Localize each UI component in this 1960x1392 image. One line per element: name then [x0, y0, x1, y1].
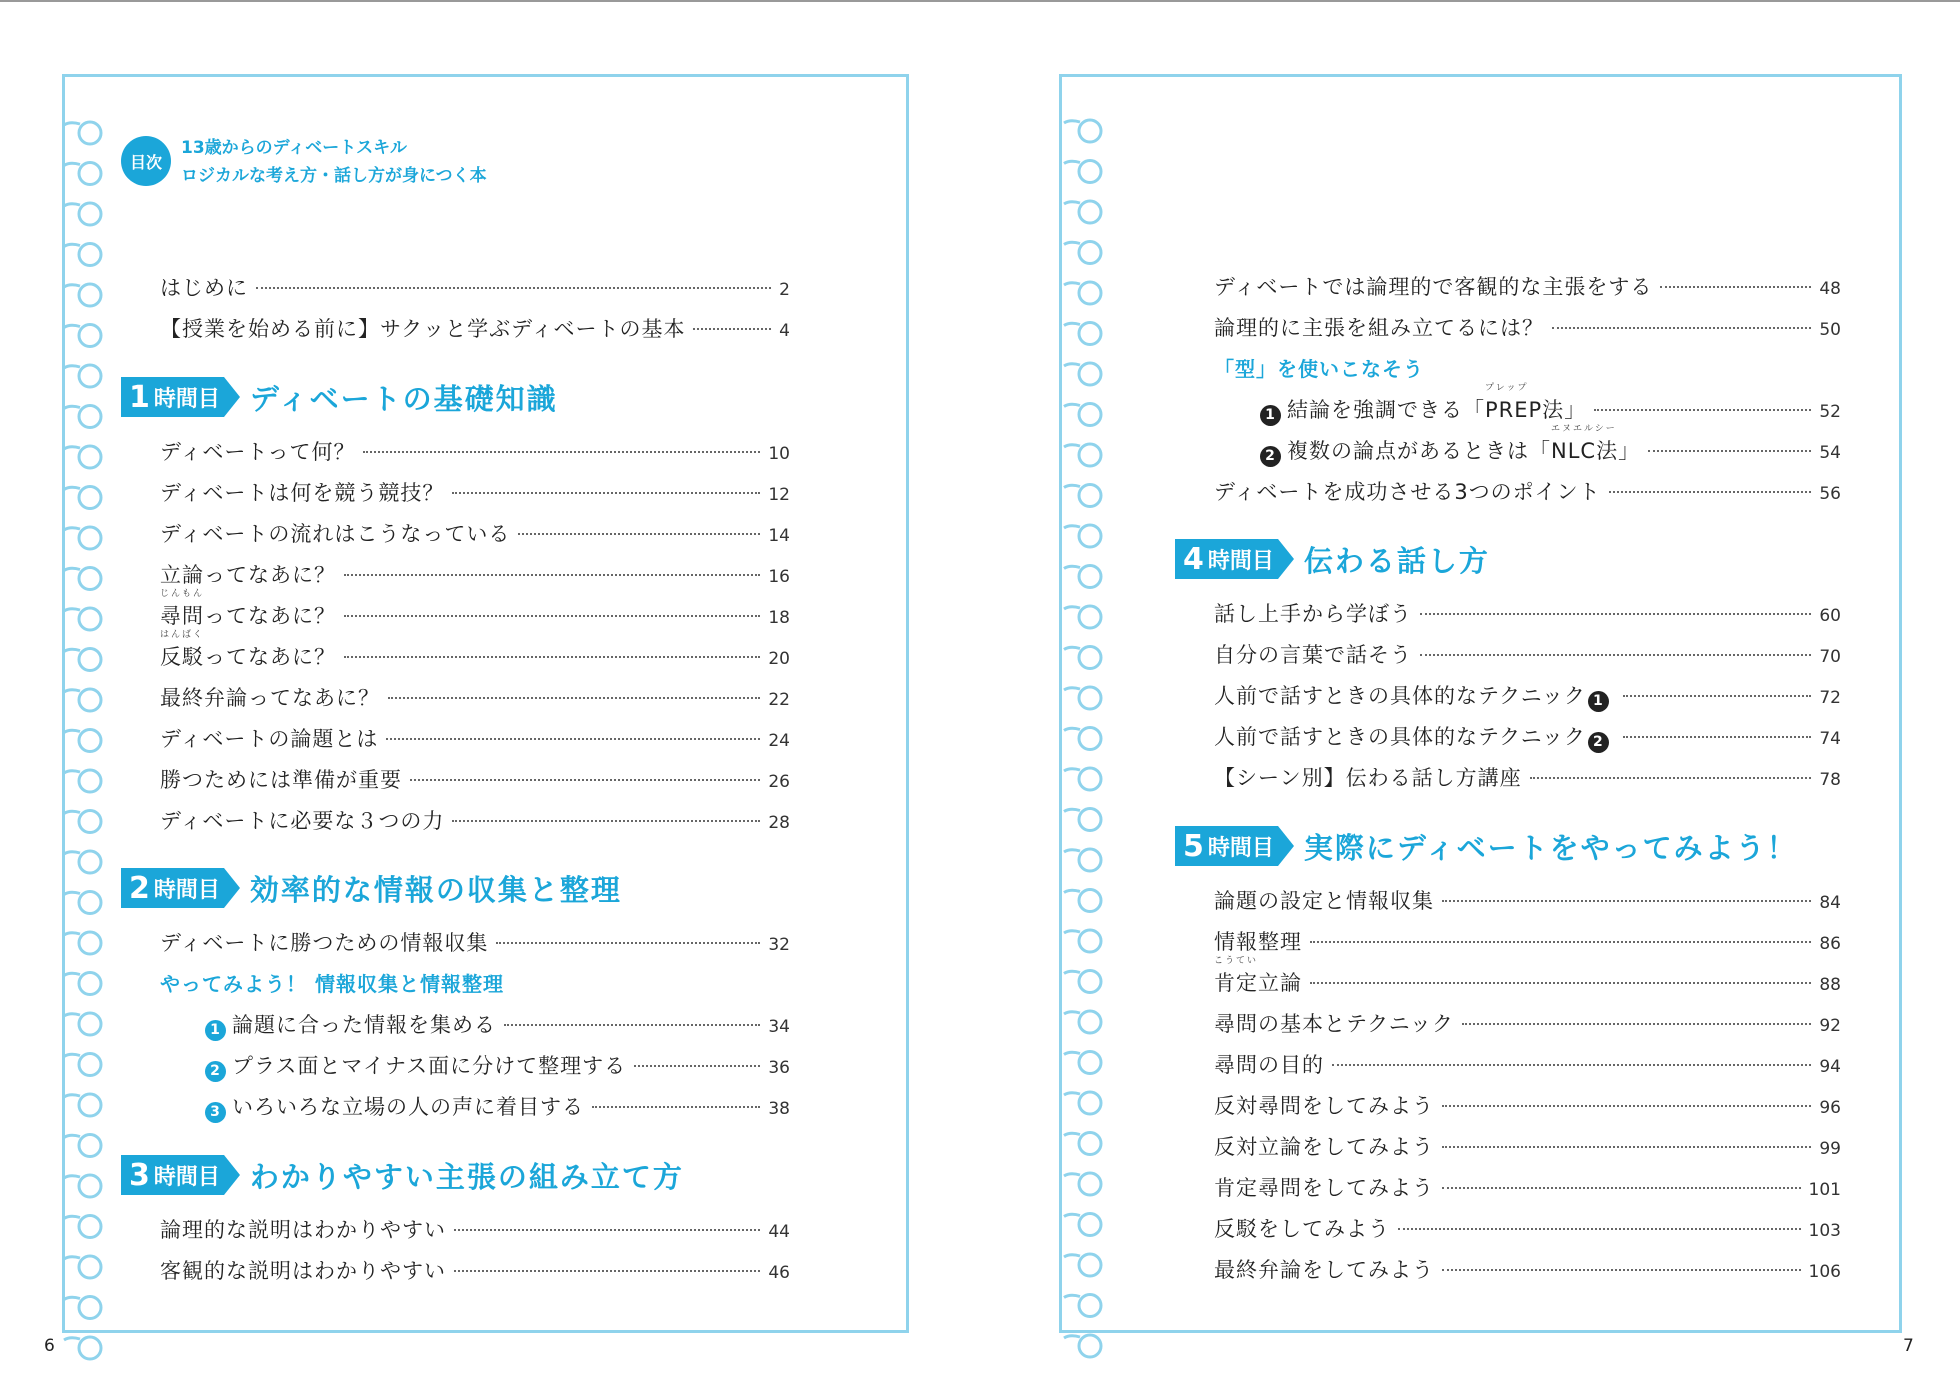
toc-entry[interactable]: 1 結論を強調できる「 プレップ PREP法 」 52	[1260, 394, 1841, 424]
binding-wire	[1064, 1336, 1080, 1338]
toc-entry[interactable]: 反駁をしてみよう 103	[1214, 1217, 1841, 1241]
page-number-left: 6	[44, 1336, 55, 1356]
toc-entry[interactable]: 最終弁論をしてみよう 106	[1214, 1258, 1841, 1282]
toc-entry[interactable]: ディベートの流れはこうなっている 14	[160, 522, 790, 546]
binding-wire	[64, 1338, 80, 1340]
toc-entry[interactable]: ディベートって何？ 10	[160, 440, 790, 464]
chapter-title: ディベートの基礎知識	[249, 381, 558, 416]
chapter-1-heading: 1 時間目 ディベートの基礎知識	[121, 377, 558, 417]
toc-entry[interactable]: 論理的な説明はわかりやすい 44	[160, 1218, 790, 1242]
toc-entry[interactable]: ディベートに必要な３つの力 28	[160, 809, 790, 833]
toc-entry[interactable]: ディベートでは論理的で客観的な主張をする 48	[1214, 275, 1841, 299]
toc-entry[interactable]: 肯定尋問をしてみよう 101	[1214, 1176, 1841, 1200]
toc-entry[interactable]: ディベートを成功させる3つのポイント 56	[1214, 480, 1841, 504]
toc-entry[interactable]: 2 プラス面とマイナス面に分けて整理する 36	[205, 1050, 790, 1080]
number-badge-icon: 1	[205, 1020, 226, 1041]
chapter-4-heading: 4 時間目 伝わる話し方	[1175, 539, 1490, 579]
toc-entry[interactable]: 反対立論をしてみよう 99	[1214, 1135, 1841, 1159]
top-rule	[0, 0, 1960, 2]
toc-entry[interactable]: 人前で話すときの具体的なテクニック 2 74	[1214, 721, 1841, 751]
number-badge-icon: 1	[1260, 405, 1281, 426]
toc-entry[interactable]: 自分の言葉で話そう 70	[1214, 643, 1841, 667]
chapter-title: わかりやすい主張の組み立て方	[249, 1159, 684, 1194]
chapter-title: 効率的な情報の収集と整理	[249, 872, 622, 907]
book-title-line2: ロジカルな考え方・話し方が身につく本	[181, 166, 487, 186]
toc-entry[interactable]: ディベートの論題とは 24	[160, 727, 790, 751]
toc-entry[interactable]: 人前で話すときの具体的なテクニック 1 72	[1214, 680, 1841, 710]
toc-entry[interactable]: 立論ってなあに？ 16	[160, 563, 790, 587]
toc-entry[interactable]: 情報整理 86	[1214, 930, 1841, 954]
toc-entry[interactable]: 勝つためには準備が重要 26	[160, 768, 790, 792]
toc-entry[interactable]: 2 複数の論点があるときは「 エヌエルシー NLC法 」 54	[1260, 435, 1841, 465]
toc-entry[interactable]: 1 論題に合った情報を集める 34	[205, 1009, 790, 1039]
toc-entry[interactable]: 論理的に主張を組み立てるには？ 50	[1214, 316, 1841, 340]
chapter-3-heading: 3 時間目 わかりやすい主張の組み立て方	[121, 1155, 684, 1195]
toc-entry[interactable]: はじめに 2	[160, 276, 790, 300]
binding-ring	[79, 1337, 101, 1359]
toc-badge: 目次	[121, 136, 171, 186]
toc-entry[interactable]: ディベートは何を競う競技？ 12	[160, 481, 790, 505]
toc-entry[interactable]: こうてい 肯定 立論 88	[1214, 956, 1841, 995]
toc-entry[interactable]: 尋問の目的 94	[1214, 1053, 1841, 1077]
toc-entry[interactable]: 論題の設定と情報収集 84	[1214, 889, 1841, 913]
toc-entry[interactable]: 【シーン別】伝わる話し方講座 78	[1214, 766, 1841, 790]
toc-entry[interactable]: はんばく 反駁 ってなあに？ 20	[160, 630, 790, 669]
number-badge-icon: 2	[1588, 732, 1609, 753]
toc-entry[interactable]: ディベートに勝つための情報収集 32	[160, 931, 790, 955]
toc-entry[interactable]: 反対尋問をしてみよう 96	[1214, 1094, 1841, 1118]
toc-entry[interactable]: 【授業を始める前に】サクッと学ぶディベートの基本 4	[160, 317, 790, 341]
chapter-5-heading: 5 時間目 実際にディベートをやってみよう！	[1175, 826, 1798, 866]
chapter-2-heading: 2 時間目 効率的な情報の収集と整理	[121, 868, 622, 908]
chapter-title: 伝わる話し方	[1303, 543, 1490, 578]
number-badge-icon: 2	[205, 1061, 226, 1082]
section-subheading: 「型」を使いこなそう	[1214, 357, 1424, 381]
toc-entry[interactable]: 客観的な説明はわかりやすい 46	[160, 1259, 790, 1283]
binding-ring	[1079, 1335, 1101, 1357]
toc-entry[interactable]: 話し上手から学ぼう 60	[1214, 602, 1841, 626]
toc-entry[interactable]: じんもん 尋問 ってなあに？ 18	[160, 589, 790, 628]
number-badge-icon: 2	[1260, 446, 1281, 467]
book-title-line1: 13歳からのディベートスキル	[181, 138, 407, 158]
toc-entry[interactable]: 尋問の基本とテクニック 92	[1214, 1012, 1841, 1036]
page-number-right: 7	[1903, 1336, 1914, 1356]
toc-entry[interactable]: 3 いろいろな立場の人の声に着目する 38	[205, 1091, 790, 1121]
section-subheading: やってみよう！ 情報収集と情報整理	[160, 972, 504, 996]
toc-entry[interactable]: 最終弁論ってなあに？ 22	[160, 686, 790, 710]
chapter-title: 実際にディベートをやってみよう！	[1303, 830, 1798, 865]
number-badge-icon: 1	[1588, 691, 1609, 712]
number-badge-icon: 3	[205, 1102, 226, 1123]
